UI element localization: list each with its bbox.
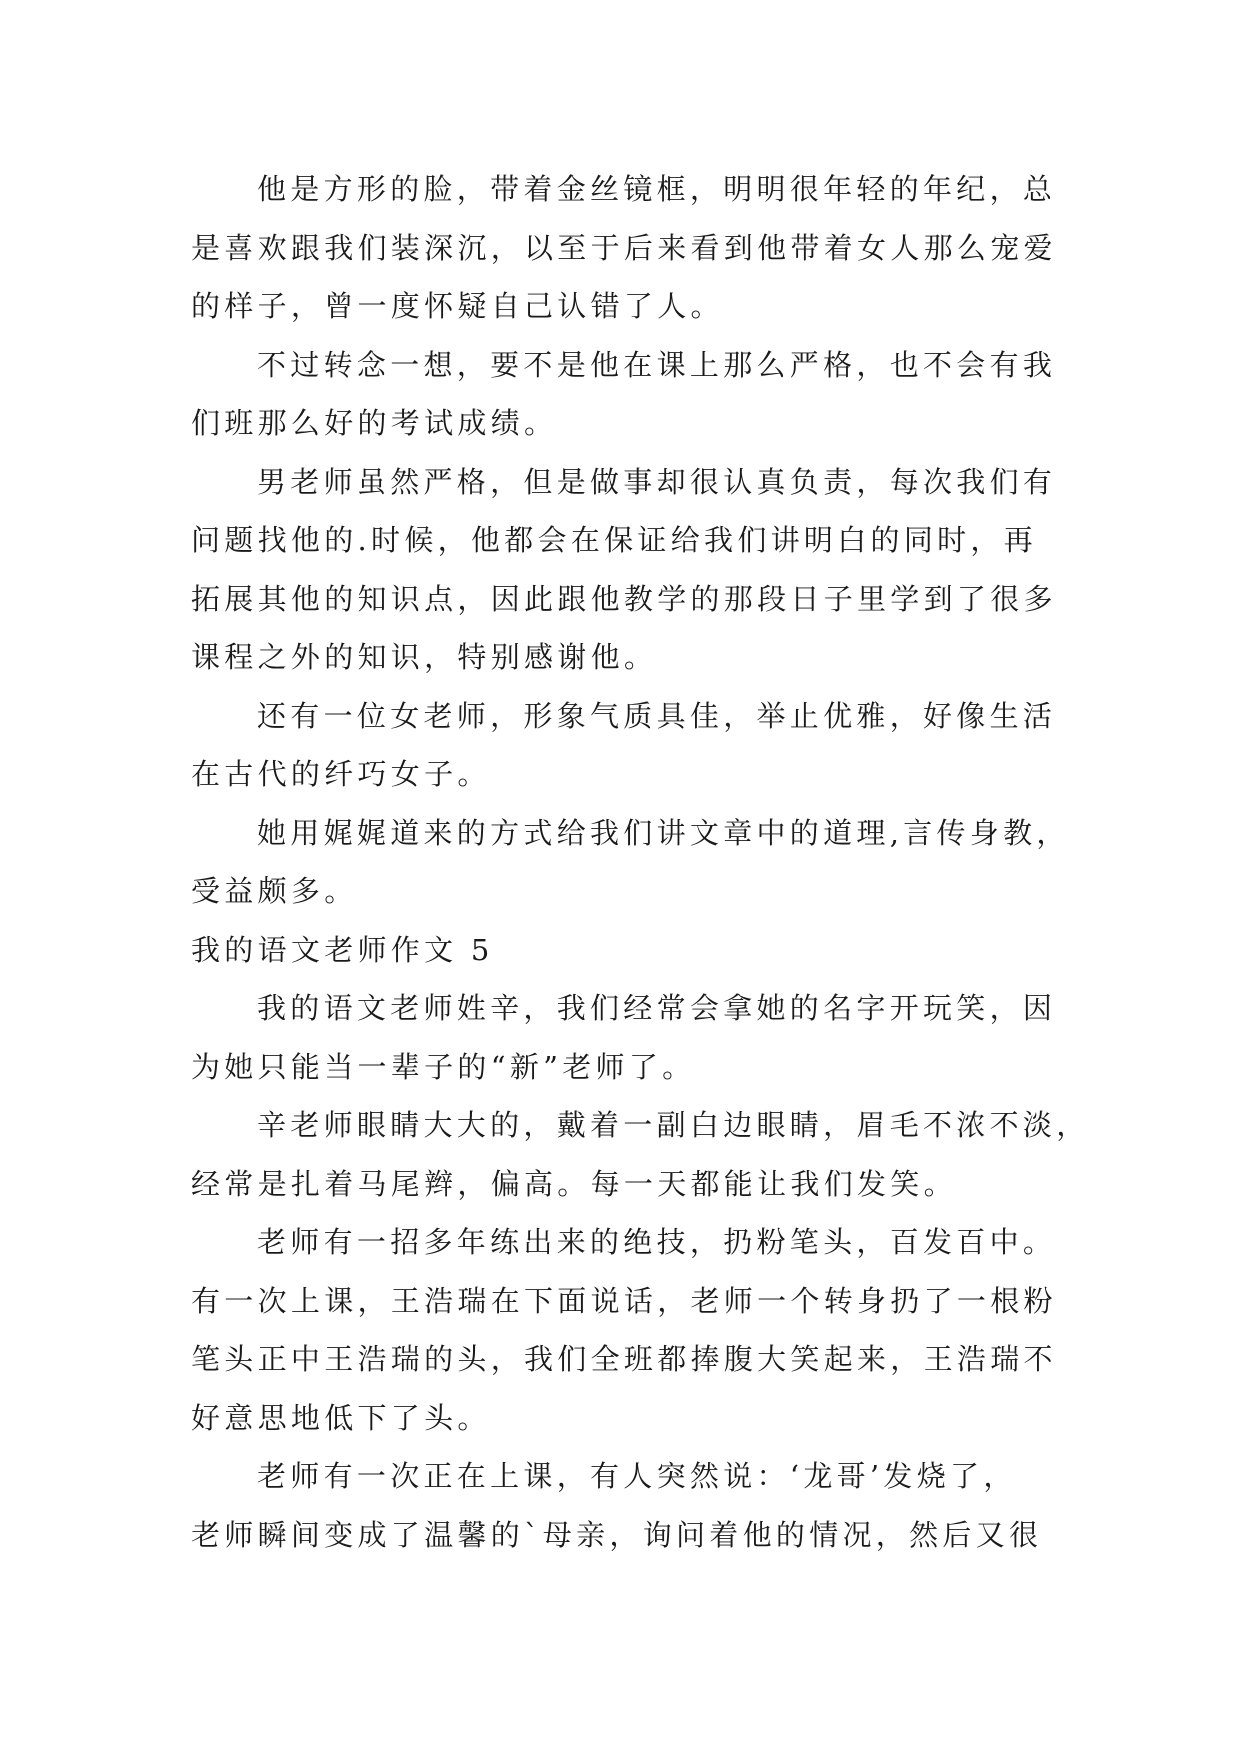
text-line: 的样子，曾一度怀疑自己认错了人。 bbox=[191, 289, 724, 323]
text-line: 是喜欢跟我们装深沉，以至于后来看到他带着女人那么宠爱 bbox=[191, 230, 1057, 265]
text-line: 老师瞬间变成了温馨的`母亲，询问着他的情况，然后又很 bbox=[191, 1517, 1043, 1552]
text-line: 好意思地低下了头。 bbox=[191, 1400, 491, 1435]
document-body bbox=[191, 160, 1090, 1564]
text-line: 辛老师眼睛大大的，戴着一副白边眼睛，眉毛不浓不淡， bbox=[257, 1108, 1090, 1142]
text-line: 们班那么好的考试成绩。 bbox=[191, 406, 558, 440]
text-line: 还有一位女老师，形象气质具佳，举止优雅，好像生活 bbox=[257, 698, 1057, 733]
text-line: 她用娓娓道来的方式给我们讲文章中的道理,言传身教， bbox=[257, 815, 1070, 850]
text-line: 经常是扎着马尾辫，偏高。每一天都能让我们发笑。 bbox=[191, 1166, 957, 1201]
text-line: 受益颇多。 bbox=[191, 874, 358, 908]
text-line: 在古代的纤巧女子。 bbox=[191, 757, 491, 791]
text-line: 不过转念一想，要不是他在课上那么严格，也不会有我 bbox=[257, 347, 1057, 382]
text-line: 拓展其他的知识点，因此跟他教学的那段日子里学到了很多 bbox=[191, 581, 1057, 616]
section-heading: 我的语文老师作文 5 bbox=[191, 932, 494, 967]
text-line: 有一次上课，王浩瑞在下面说话，老师一个转身扔了一根粉 bbox=[191, 1283, 1057, 1318]
text-line: 问题找他的.时候，他都会在保证给我们讲明白的同时，再 bbox=[191, 523, 1038, 557]
text-line: 我的语文老师姓辛，我们经常会拿她的名字开玩笑，因 bbox=[257, 991, 1057, 1025]
text-line: 男老师虽然严格，但是做事却很认真负责，每次我们有 bbox=[257, 464, 1057, 499]
text-line: 为她只能当一辈子的“新”老师了。 bbox=[191, 1049, 696, 1084]
text-line: 老师有一招多年练出来的绝技，扔粉笔头，百发百中。 bbox=[257, 1225, 1057, 1259]
text-line: 他是方形的脸，带着金丝镜框，明明很年轻的年纪，总 bbox=[257, 172, 1057, 206]
text-line: 笔头正中王浩瑞的头，我们全班都捧腹大笑起来，王浩瑞不 bbox=[191, 1342, 1057, 1376]
text-line: 课程之外的知识，特别感谢他。 bbox=[191, 640, 658, 674]
text-line: 老师有一次正在上课，有人突然说：‘龙哥’发烧了， bbox=[257, 1459, 1017, 1493]
